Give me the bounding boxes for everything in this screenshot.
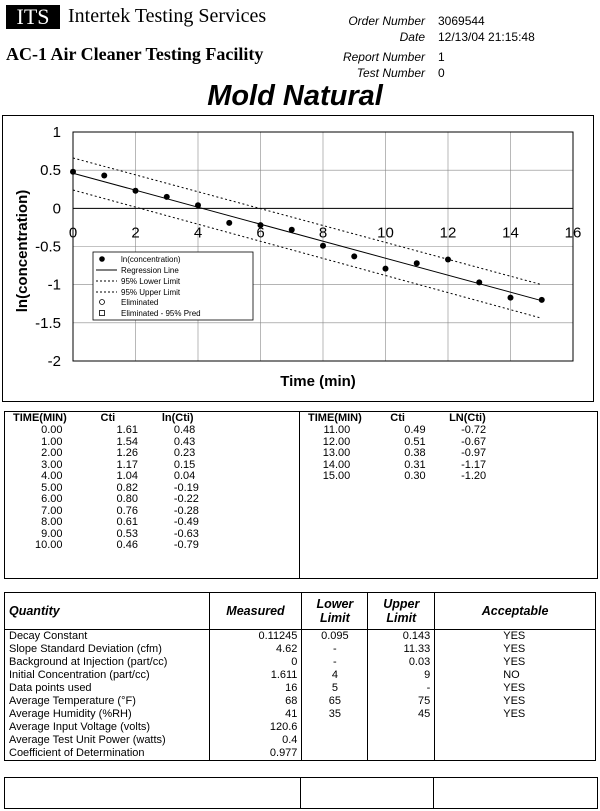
data-left-cell: 4.00 — [41, 470, 63, 482]
data-right-row — [308, 425, 508, 437]
results-acceptable-cell — [435, 721, 596, 734]
data-left-cell: 1.61 — [116, 424, 138, 436]
header-lncti: ln(Cti) — [161, 412, 194, 424]
test-number-value: 0 — [438, 66, 445, 80]
data-left-cell: -0.28 — [173, 504, 199, 517]
results-quantity-cell: Initial Concentration (part/cc) — [5, 669, 210, 682]
data-left-cell: 1.54 — [116, 435, 138, 448]
results-measured-cell: 0 — [209, 656, 302, 669]
legend-label-upper: 95% Upper Limit — [121, 288, 181, 297]
header-cti-right: Cti — [390, 412, 405, 424]
legend-marker-point — [99, 256, 105, 262]
results-measured-cell: 4.62 — [209, 643, 302, 656]
data-right-row — [308, 471, 508, 483]
results-acceptable-cell: YES — [503, 708, 526, 720]
results-row — [5, 747, 596, 761]
data-left-cell: 0.82 — [116, 481, 138, 494]
legend-label-concentration: ln(concentration) — [121, 255, 181, 264]
its-logo: ITS — [6, 5, 60, 29]
data-left-cell: 2.00 — [41, 447, 63, 459]
data-point — [383, 266, 389, 272]
company-name: Intertek Testing Services — [68, 5, 267, 27]
data-right-cell: 14.00 — [322, 458, 351, 471]
data-left-row — [13, 471, 223, 483]
data-left-cell: 0.04 — [173, 470, 196, 482]
results-upper-cell: 45 — [368, 708, 435, 721]
results-lower-cell: 5 — [302, 682, 368, 695]
header-measured: Measured — [209, 593, 302, 630]
data-left-row — [13, 540, 223, 552]
results-acceptable-cell: YES — [503, 630, 526, 642]
results-row — [5, 656, 596, 669]
results-upper-cell: 11.33 — [368, 643, 435, 656]
chart-frame — [2, 115, 594, 402]
data-right-cell: 13.00 — [322, 447, 351, 459]
data-left-cell: -0.49 — [173, 516, 199, 528]
header-cti: Cti — [100, 412, 116, 424]
results-row — [5, 630, 596, 644]
x-tick-label: 14 — [502, 224, 519, 242]
legend-label-lower: 95% Lower Limit — [121, 277, 181, 286]
data-right-cell: -0.97 — [461, 447, 487, 459]
data-point — [351, 253, 357, 259]
footer-box — [4, 777, 598, 809]
data-point — [289, 227, 295, 233]
results-measured-cell: 1.611 — [209, 669, 302, 682]
data-left-row — [13, 425, 223, 437]
y-tick-labels — [35, 124, 61, 370]
data-left-cell: 3.00 — [41, 458, 63, 471]
data-left-row — [13, 494, 223, 506]
data-point — [164, 194, 170, 200]
results-lower-cell — [302, 721, 368, 734]
data-left-cell: 0.61 — [116, 516, 138, 528]
results-upper-cell — [368, 721, 435, 734]
data-left-cell: 5.00 — [41, 481, 63, 494]
y-tick-label: -0.5 — [35, 238, 61, 256]
results-acceptable-cell: NO — [503, 669, 520, 681]
data-point — [539, 297, 545, 303]
results-measured-cell: 68 — [209, 695, 302, 708]
date-label: Date — [399, 30, 425, 44]
data-left-cell: 10.00 — [35, 539, 63, 551]
results-measured-cell: 41 — [209, 708, 302, 721]
data-left-cell: 0.53 — [116, 527, 138, 540]
x-tick-label: 10 — [377, 224, 394, 242]
data-right-cell: 11.00 — [323, 424, 351, 436]
data-point — [226, 220, 232, 226]
facility-name: AC-1 Air Cleaner Testing Facility — [6, 44, 264, 64]
results-acceptable-cell: YES — [503, 656, 526, 668]
data-point — [320, 243, 326, 249]
data-table-right — [300, 412, 597, 578]
data-right-cell: 0.49 — [404, 424, 426, 436]
results-upper-cell: 0.143 — [368, 630, 435, 644]
results-quantity-cell: Average Input Voltage (volts) — [5, 721, 210, 734]
order-number-value: 3069544 — [438, 14, 485, 28]
results-acceptable-cell — [435, 747, 596, 761]
data-left-cell: 0.76 — [116, 504, 138, 517]
legend-label-eliminated-pred: Eliminated - 95% Pred — [121, 309, 201, 318]
results-acceptable-cell: YES — [503, 695, 526, 707]
x-tick-label: 16 — [564, 224, 582, 242]
y-tick-label: 0 — [52, 200, 61, 218]
data-left-cell: 0.48 — [173, 424, 196, 436]
results-quantity-cell: Coefficient of Determination — [5, 747, 210, 761]
results-row — [5, 643, 596, 656]
results-quantity-cell: Average Humidity (%RH) — [5, 708, 210, 721]
data-right-cell: 12.00 — [322, 435, 351, 448]
y-tick-label: 0.5 — [40, 162, 61, 180]
data-right-cell: 0.31 — [404, 458, 426, 471]
data-table-left — [5, 412, 300, 578]
chart-legend — [93, 252, 253, 320]
decay-chart — [3, 116, 593, 401]
data-left-row — [13, 517, 223, 529]
results-upper-cell — [368, 747, 435, 761]
results-acceptable-cell: YES — [503, 682, 526, 694]
results-lower-cell: 0.095 — [302, 630, 368, 644]
x-tick-label: 2 — [131, 224, 140, 242]
footer-divider-1 — [300, 778, 301, 808]
data-right-cell: -0.72 — [461, 424, 487, 436]
data-left-cell: 7.00 — [41, 504, 63, 517]
results-row — [5, 708, 596, 721]
header-lower-limit — [302, 593, 368, 630]
header-time-right: TIME(MIN) — [308, 412, 362, 424]
data-point — [445, 256, 451, 262]
data-left-cell: 0.15 — [173, 458, 196, 471]
test-number-label: Test Number — [356, 66, 425, 80]
data-right-cell: 0.38 — [404, 447, 426, 459]
data-right-row — [308, 448, 508, 460]
report-number-value: 1 — [438, 50, 445, 64]
results-lower-cell: 65 — [302, 695, 368, 708]
data-right-cell: 0.51 — [404, 435, 426, 448]
results-upper-cell — [368, 734, 435, 747]
report-title: Mold Natural — [207, 80, 383, 112]
results-quantity-cell: Average Test Unit Power (watts) — [5, 734, 210, 747]
data-right-cell: 0.30 — [404, 470, 426, 482]
results-row — [5, 734, 596, 747]
data-left-cell: 0.00 — [41, 424, 63, 436]
data-left-cell: -0.19 — [173, 481, 199, 494]
header-lower-line2: Limit — [319, 611, 350, 625]
results-lower-cell: - — [302, 656, 368, 669]
header-lower-line1: Lower — [316, 597, 354, 611]
x-tick-label: 8 — [318, 224, 328, 242]
results-quantity-cell: Data points used — [5, 682, 210, 695]
data-point — [70, 169, 76, 175]
y-tick-label: 1 — [52, 124, 61, 141]
x-tick-labels — [69, 224, 582, 241]
data-left-cell: -0.79 — [173, 539, 199, 551]
results-lower-cell: 4 — [302, 669, 368, 682]
report-number-label: Report Number — [342, 50, 425, 64]
data-left-cell: -0.63 — [173, 527, 199, 540]
results-quantity-cell: Decay Constant — [5, 630, 210, 644]
results-acceptable-cell — [435, 734, 596, 747]
y-axis-label: ln(concentration) — [14, 189, 31, 313]
x-tick-label: 0 — [68, 224, 78, 242]
data-left-cell: 0.43 — [173, 435, 196, 448]
y-tick-label: -1 — [47, 276, 61, 294]
data-left-cell: 0.46 — [116, 539, 138, 551]
results-quantity-cell: Background at Injection (part/cc) — [5, 656, 210, 669]
data-table — [4, 411, 598, 579]
x-tick-label: 12 — [439, 224, 457, 242]
data-left-cell: 0.80 — [116, 493, 138, 505]
data-right-cell: -1.20 — [461, 470, 487, 482]
y-tick-label: -1.5 — [35, 314, 61, 332]
header-quantity: Quantity — [5, 593, 210, 630]
data-left-cell: 8.00 — [41, 516, 63, 528]
results-acceptable-cell: YES — [503, 643, 526, 655]
results-measured-cell: 16 — [209, 682, 302, 695]
results-row — [5, 682, 596, 695]
results-upper-cell: 9 — [368, 669, 435, 682]
header-acceptable: Acceptable — [481, 604, 549, 618]
legend-label-eliminated: Eliminated — [121, 298, 159, 307]
results-measured-cell: 0.977 — [209, 747, 302, 761]
header-upper-line2: Limit — [386, 611, 417, 625]
results-upper-cell: 0.03 — [368, 656, 435, 669]
data-left-cell: 9.00 — [41, 527, 63, 540]
data-point — [414, 260, 420, 266]
results-upper-cell: 75 — [368, 695, 435, 708]
data-right-cell: -1.17 — [461, 458, 487, 471]
data-left-row — [13, 448, 223, 460]
data-point — [476, 279, 482, 285]
header-time: TIME(MIN) — [13, 412, 67, 424]
results-lower-cell — [302, 734, 368, 747]
header-upper-line1: Upper — [383, 597, 420, 611]
x-tick-label: 4 — [193, 224, 203, 242]
data-point — [101, 173, 107, 179]
results-quantity-cell: Average Temperature (°F) — [5, 695, 210, 708]
results-quantity-cell: Slope Standard Deviation (cfm) — [5, 643, 210, 656]
footer-divider-2 — [433, 778, 434, 808]
data-left-cell: 1.00 — [41, 435, 63, 448]
results-upper-cell: - — [368, 682, 435, 695]
data-left-cell: 6.00 — [41, 493, 63, 505]
data-point — [508, 295, 514, 301]
results-measured-cell: 120.6 — [209, 721, 302, 734]
results-lower-cell — [302, 747, 368, 761]
data-point — [133, 188, 139, 194]
data-left-cell: 1.17 — [116, 458, 138, 471]
x-tick-label: 6 — [256, 224, 265, 242]
results-lower-cell: 35 — [302, 708, 368, 721]
results-row — [5, 669, 596, 682]
data-point — [195, 202, 201, 208]
data-left-cell: 1.04 — [116, 470, 138, 482]
results-row — [5, 721, 596, 734]
data-right-cell: 15.00 — [322, 470, 351, 482]
results-measured-cell: 0.11245 — [209, 630, 302, 644]
data-left-cell: -0.22 — [173, 493, 199, 505]
header-upper-limit — [368, 593, 435, 630]
results-row — [5, 695, 596, 708]
data-right-cell: -0.67 — [461, 435, 487, 448]
results-lower-cell: - — [302, 643, 368, 656]
y-tick-label: -2 — [47, 353, 61, 370]
results-table — [4, 592, 596, 761]
legend-label-regression: Regression Line — [121, 266, 179, 275]
data-left-cell: 1.26 — [116, 447, 138, 459]
order-number-label: Order Number — [348, 14, 425, 28]
data-left-cell: 0.23 — [173, 447, 196, 459]
x-axis-label: Time (min) — [280, 373, 356, 390]
date-value: 12/13/04 21:15:48 — [438, 30, 535, 44]
header-lncti-right: LN(Cti) — [449, 412, 486, 424]
results-measured-cell: 0.4 — [209, 734, 302, 747]
